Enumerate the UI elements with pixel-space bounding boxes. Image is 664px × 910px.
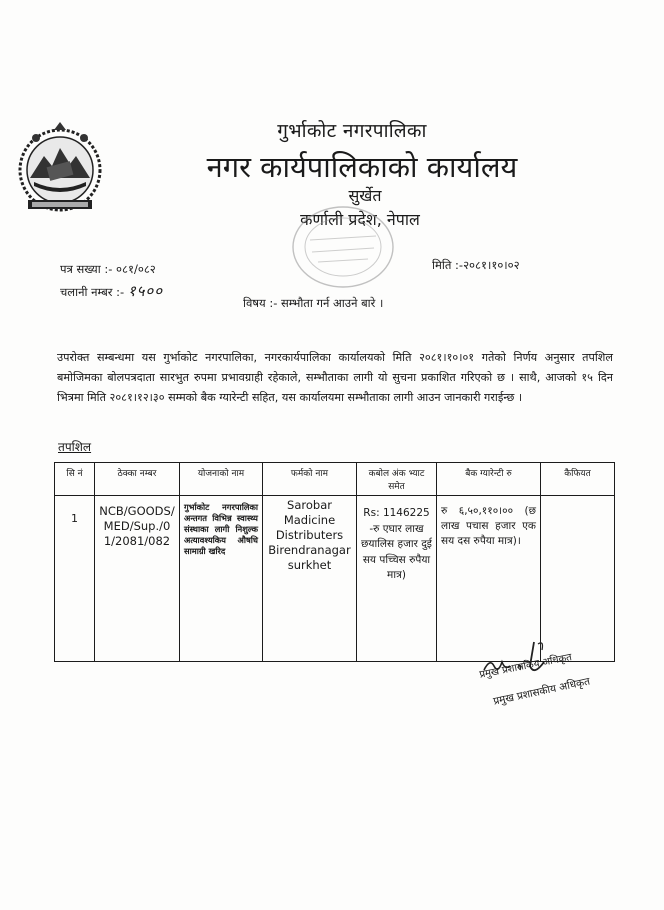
office-location: सुर्खेत xyxy=(348,186,382,205)
office-seal-stamp-icon xyxy=(288,202,398,292)
cell-bank-guarantee: रु ६,५०,११०।०० (छ लाख पचास हजार एक सय दस रुपैया मात्र)। xyxy=(437,496,541,662)
details-heading: तपशिल xyxy=(58,440,92,454)
column-header-yojana: योजनाको नाम xyxy=(180,463,263,496)
office-province: कर्णाली प्रदेश, नेपाल xyxy=(300,210,420,229)
cell-yojana-name: गुर्भाकोट नगरपालिका अन्तगत विभिन्न स्वास्थ्य संस्थाका लागी निशुल्क अत्यावश्यकिय औषधि सामाग्री खरिद xyxy=(180,496,263,662)
cell-kabol-amount: Rs: 1146225 -रु एघार लाख छयालिस हजार दुई सय पच्चिस रुपैया मात्र) xyxy=(357,496,437,662)
column-header-thekka: ठेक्का नम्बर xyxy=(95,463,180,496)
column-header-firm: फर्मको नाम xyxy=(263,463,357,496)
letter-number: पत्र सख्या :- ०८१/०८२ xyxy=(60,262,156,276)
signatory-name: प्रमुख प्रशासकिय अधिकृत xyxy=(478,652,573,681)
cell-firm-name: Sarobar Madicine Distributers Birendranagar surkhet xyxy=(263,496,357,662)
municipality-name: गुर्भाकोट नगरपालिका xyxy=(277,120,427,142)
letter-body: उपरोक्त सम्बन्धमा यस गुर्भाकोट नगरपालिका, नगरकार्यपालिका कार्यालयको मिति २०८१।१०।०१ गतेको निर्णय अनुसार तपशिल बमोजिमका बोलपत्रदाता सारभुत रुपमा प्रभावग्राही रहेकाले, सम्भौताका लागी यो सुचना प्रकाशित गरिएको छ । साथै, आजको १५ दिन भित्रमा मिति २०८१।१२।३० सम्मको बैक ग्यारेन्टी सहित, यस कार्यालयमा सम्भौताका लागी आउन जानकारी गराईन्छ । xyxy=(57,351,613,404)
office-title: नगर कार्यपालिकाको कार्यालय xyxy=(206,150,518,184)
letter-date: मिति :-२०८१।१०।०२ xyxy=(432,258,520,272)
column-header-bank-guarantee: बैक ग्यारेन्टी रु xyxy=(437,463,541,496)
column-header-kaifiyat: कैफियत xyxy=(541,463,615,496)
letter-subject: विषय :- सम्भौता गर्न आउने बारे । xyxy=(243,296,384,310)
column-header-kabol: कबोल अंक भ्याट समेत xyxy=(357,463,437,496)
dispatch-number-value: १५०० xyxy=(127,282,164,300)
column-header-sn: सि नं xyxy=(55,463,95,496)
cell-sn: 1 xyxy=(55,496,95,662)
table-header-row xyxy=(55,463,615,496)
signatory-title: प्रमुख प्रशासकीय अधिकृत xyxy=(492,675,592,708)
cell-thekka-number: NCB/GOODS/MED/Sup./01/2081/082 xyxy=(95,496,180,662)
details-table xyxy=(54,462,615,662)
dispatch-number xyxy=(60,281,163,301)
dispatch-number-label: चलानी नम्बर :- xyxy=(60,285,125,299)
